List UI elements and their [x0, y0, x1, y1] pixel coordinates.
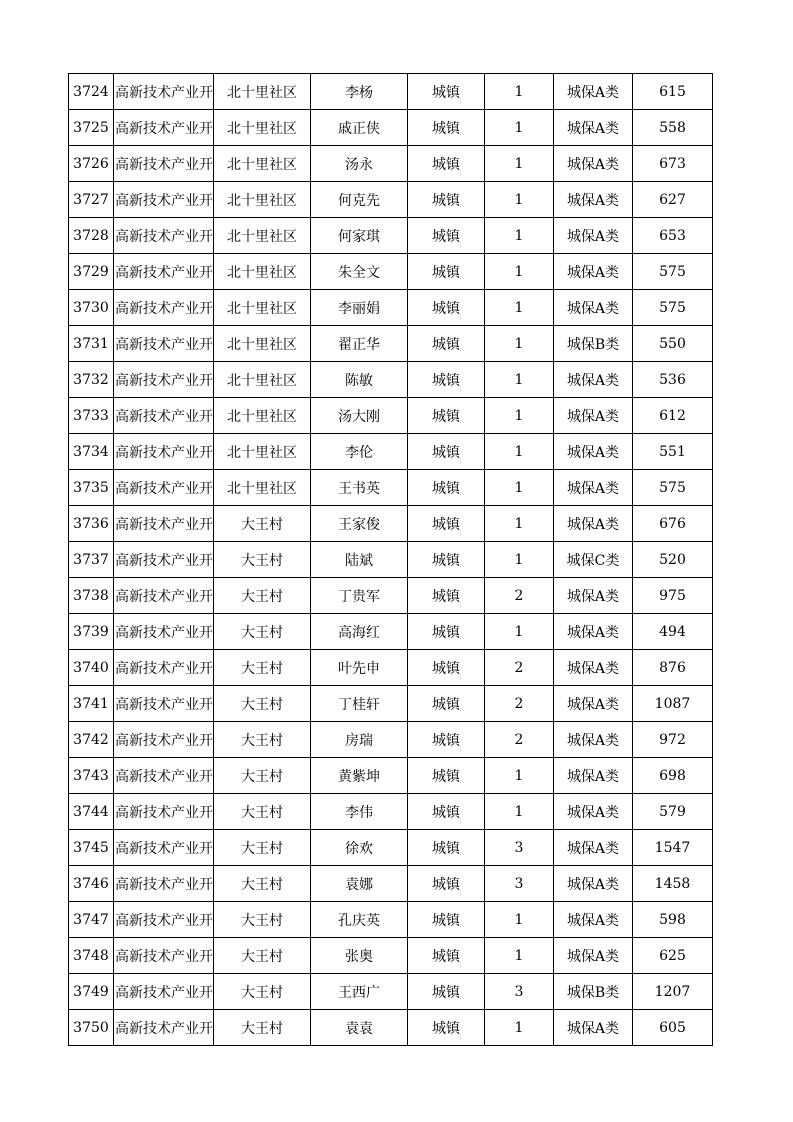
table-row [69, 254, 713, 290]
name-cell: 翟正华 [311, 326, 408, 362]
table-row [69, 830, 713, 866]
community-cell: 北十里社区 [214, 110, 311, 146]
district-cell: 高新技术产业开 [114, 1010, 214, 1046]
household-type-cell: 城镇 [408, 614, 485, 650]
household-type-cell: 城镇 [408, 974, 485, 1010]
district-cell: 高新技术产业开 [114, 542, 214, 578]
category-cell: 城保A类 [554, 650, 633, 686]
community-cell: 大王村 [214, 506, 311, 542]
community-cell: 大王村 [214, 938, 311, 974]
row-id-cell: 3728 [69, 218, 114, 254]
household-type-cell: 城镇 [408, 902, 485, 938]
name-cell: 李丽娟 [311, 290, 408, 326]
district-cell: 高新技术产业开 [114, 146, 214, 182]
household-type-cell: 城镇 [408, 110, 485, 146]
table-row [69, 182, 713, 218]
amount-cell: 551 [633, 434, 713, 470]
community-cell: 北十里社区 [214, 74, 311, 110]
community-cell: 大王村 [214, 866, 311, 902]
name-cell: 叶先申 [311, 650, 408, 686]
district-cell: 高新技术产业开 [114, 758, 214, 794]
table-row [69, 938, 713, 974]
row-id-cell: 3725 [69, 110, 114, 146]
row-id-cell: 3729 [69, 254, 114, 290]
person-count-cell: 2 [485, 650, 554, 686]
household-type-cell: 城镇 [408, 542, 485, 578]
community-cell: 大王村 [214, 758, 311, 794]
table-row [69, 146, 713, 182]
community-cell: 北十里社区 [214, 362, 311, 398]
district-cell: 高新技术产业开 [114, 254, 214, 290]
table-row [69, 326, 713, 362]
table-row [69, 902, 713, 938]
person-count-cell: 1 [485, 254, 554, 290]
category-cell: 城保A类 [554, 470, 633, 506]
district-cell: 高新技术产业开 [114, 974, 214, 1010]
household-type-cell: 城镇 [408, 398, 485, 434]
row-id-cell: 3741 [69, 686, 114, 722]
table-row [69, 434, 713, 470]
district-cell: 高新技术产业开 [114, 578, 214, 614]
community-cell: 北十里社区 [214, 182, 311, 218]
amount-cell: 550 [633, 326, 713, 362]
community-cell: 大王村 [214, 542, 311, 578]
row-id-cell: 3745 [69, 830, 114, 866]
name-cell: 高海红 [311, 614, 408, 650]
table-row [69, 470, 713, 506]
person-count-cell: 2 [485, 578, 554, 614]
district-cell: 高新技术产业开 [114, 686, 214, 722]
person-count-cell: 3 [485, 974, 554, 1010]
table-row [69, 506, 713, 542]
person-count-cell: 1 [485, 938, 554, 974]
community-cell: 大王村 [214, 722, 311, 758]
row-id-cell: 3743 [69, 758, 114, 794]
name-cell: 陆斌 [311, 542, 408, 578]
category-cell: 城保A类 [554, 506, 633, 542]
table-row [69, 74, 713, 110]
name-cell: 何家琪 [311, 218, 408, 254]
category-cell: 城保A类 [554, 614, 633, 650]
row-id-cell: 3731 [69, 326, 114, 362]
row-id-cell: 3735 [69, 470, 114, 506]
amount-cell: 536 [633, 362, 713, 398]
person-count-cell: 1 [485, 758, 554, 794]
category-cell: 城保A类 [554, 1010, 633, 1046]
data-table [68, 73, 713, 1046]
table-row [69, 362, 713, 398]
person-count-cell: 1 [485, 398, 554, 434]
table-row [69, 794, 713, 830]
amount-cell: 972 [633, 722, 713, 758]
community-cell: 北十里社区 [214, 470, 311, 506]
table-row [69, 866, 713, 902]
person-count-cell: 1 [485, 146, 554, 182]
person-count-cell: 2 [485, 686, 554, 722]
amount-cell: 605 [633, 1010, 713, 1046]
district-cell: 高新技术产业开 [114, 182, 214, 218]
person-count-cell: 2 [485, 722, 554, 758]
person-count-cell: 3 [485, 830, 554, 866]
person-count-cell: 1 [485, 218, 554, 254]
amount-cell: 975 [633, 578, 713, 614]
district-cell: 高新技术产业开 [114, 866, 214, 902]
household-type-cell: 城镇 [408, 362, 485, 398]
amount-cell: 676 [633, 506, 713, 542]
name-cell: 房瑞 [311, 722, 408, 758]
amount-cell: 698 [633, 758, 713, 794]
household-type-cell: 城镇 [408, 758, 485, 794]
community-cell: 大王村 [214, 830, 311, 866]
row-id-cell: 3733 [69, 398, 114, 434]
community-cell: 北十里社区 [214, 398, 311, 434]
amount-cell: 598 [633, 902, 713, 938]
category-cell: 城保A类 [554, 758, 633, 794]
person-count-cell: 1 [485, 794, 554, 830]
amount-cell: 575 [633, 290, 713, 326]
name-cell: 袁娜 [311, 866, 408, 902]
row-id-cell: 3749 [69, 974, 114, 1010]
name-cell: 孔庆英 [311, 902, 408, 938]
amount-cell: 1207 [633, 974, 713, 1010]
amount-cell: 673 [633, 146, 713, 182]
category-cell: 城保A类 [554, 146, 633, 182]
amount-cell: 575 [633, 254, 713, 290]
household-type-cell: 城镇 [408, 830, 485, 866]
name-cell: 张奥 [311, 938, 408, 974]
person-count-cell: 1 [485, 506, 554, 542]
district-cell: 高新技术产业开 [114, 74, 214, 110]
amount-cell: 494 [633, 614, 713, 650]
category-cell: 城保A类 [554, 794, 633, 830]
row-id-cell: 3724 [69, 74, 114, 110]
household-type-cell: 城镇 [408, 74, 485, 110]
district-cell: 高新技术产业开 [114, 650, 214, 686]
category-cell: 城保A类 [554, 938, 633, 974]
household-type-cell: 城镇 [408, 254, 485, 290]
table-row [69, 614, 713, 650]
row-id-cell: 3748 [69, 938, 114, 974]
category-cell: 城保A类 [554, 722, 633, 758]
category-cell: 城保A类 [554, 398, 633, 434]
category-cell: 城保B类 [554, 974, 633, 1010]
person-count-cell: 1 [485, 434, 554, 470]
category-cell: 城保B类 [554, 326, 633, 362]
row-id-cell: 3750 [69, 1010, 114, 1046]
community-cell: 大王村 [214, 578, 311, 614]
community-cell: 大王村 [214, 1010, 311, 1046]
district-cell: 高新技术产业开 [114, 326, 214, 362]
household-type-cell: 城镇 [408, 182, 485, 218]
name-cell: 徐欢 [311, 830, 408, 866]
table-body [69, 74, 713, 1046]
name-cell: 王家俊 [311, 506, 408, 542]
table-row [69, 290, 713, 326]
row-id-cell: 3732 [69, 362, 114, 398]
category-cell: 城保A类 [554, 362, 633, 398]
amount-cell: 625 [633, 938, 713, 974]
row-id-cell: 3740 [69, 650, 114, 686]
community-cell: 大王村 [214, 614, 311, 650]
name-cell: 李杨 [311, 74, 408, 110]
category-cell: 城保A类 [554, 182, 633, 218]
category-cell: 城保A类 [554, 254, 633, 290]
row-id-cell: 3730 [69, 290, 114, 326]
table-row [69, 686, 713, 722]
name-cell: 戚正侠 [311, 110, 408, 146]
community-cell: 北十里社区 [214, 290, 311, 326]
community-cell: 北十里社区 [214, 434, 311, 470]
district-cell: 高新技术产业开 [114, 218, 214, 254]
table-row [69, 974, 713, 1010]
table-row [69, 542, 713, 578]
household-type-cell: 城镇 [408, 794, 485, 830]
category-cell: 城保A类 [554, 290, 633, 326]
amount-cell: 615 [633, 74, 713, 110]
household-type-cell: 城镇 [408, 938, 485, 974]
row-id-cell: 3739 [69, 614, 114, 650]
community-cell: 大王村 [214, 794, 311, 830]
category-cell: 城保A类 [554, 218, 633, 254]
district-cell: 高新技术产业开 [114, 794, 214, 830]
district-cell: 高新技术产业开 [114, 722, 214, 758]
district-cell: 高新技术产业开 [114, 398, 214, 434]
amount-cell: 1547 [633, 830, 713, 866]
district-cell: 高新技术产业开 [114, 830, 214, 866]
row-id-cell: 3742 [69, 722, 114, 758]
district-cell: 高新技术产业开 [114, 434, 214, 470]
district-cell: 高新技术产业开 [114, 506, 214, 542]
name-cell: 李伦 [311, 434, 408, 470]
person-count-cell: 1 [485, 290, 554, 326]
row-id-cell: 3744 [69, 794, 114, 830]
category-cell: 城保C类 [554, 542, 633, 578]
community-cell: 大王村 [214, 650, 311, 686]
community-cell: 北十里社区 [214, 254, 311, 290]
person-count-cell: 3 [485, 866, 554, 902]
table-row [69, 758, 713, 794]
name-cell: 王西广 [311, 974, 408, 1010]
category-cell: 城保A类 [554, 578, 633, 614]
amount-cell: 558 [633, 110, 713, 146]
household-type-cell: 城镇 [408, 722, 485, 758]
household-type-cell: 城镇 [408, 1010, 485, 1046]
household-type-cell: 城镇 [408, 290, 485, 326]
community-cell: 大王村 [214, 686, 311, 722]
household-type-cell: 城镇 [408, 686, 485, 722]
household-type-cell: 城镇 [408, 866, 485, 902]
row-id-cell: 3746 [69, 866, 114, 902]
name-cell: 丁贵军 [311, 578, 408, 614]
household-type-cell: 城镇 [408, 578, 485, 614]
name-cell: 汤永 [311, 146, 408, 182]
person-count-cell: 1 [485, 74, 554, 110]
category-cell: 城保A类 [554, 110, 633, 146]
community-cell: 北十里社区 [214, 146, 311, 182]
person-count-cell: 1 [485, 542, 554, 578]
name-cell: 王书英 [311, 470, 408, 506]
table-row [69, 578, 713, 614]
person-count-cell: 1 [485, 182, 554, 218]
person-count-cell: 1 [485, 614, 554, 650]
name-cell: 汤大刚 [311, 398, 408, 434]
name-cell: 朱全文 [311, 254, 408, 290]
amount-cell: 876 [633, 650, 713, 686]
household-type-cell: 城镇 [408, 470, 485, 506]
household-type-cell: 城镇 [408, 434, 485, 470]
row-id-cell: 3738 [69, 578, 114, 614]
name-cell: 丁桂轩 [311, 686, 408, 722]
household-type-cell: 城镇 [408, 218, 485, 254]
household-type-cell: 城镇 [408, 506, 485, 542]
community-cell: 大王村 [214, 974, 311, 1010]
row-id-cell: 3736 [69, 506, 114, 542]
amount-cell: 520 [633, 542, 713, 578]
amount-cell: 1087 [633, 686, 713, 722]
category-cell: 城保A类 [554, 830, 633, 866]
community-cell: 大王村 [214, 902, 311, 938]
district-cell: 高新技术产业开 [114, 470, 214, 506]
person-count-cell: 1 [485, 470, 554, 506]
person-count-cell: 1 [485, 110, 554, 146]
district-cell: 高新技术产业开 [114, 614, 214, 650]
table-row [69, 1010, 713, 1046]
category-cell: 城保A类 [554, 902, 633, 938]
community-cell: 北十里社区 [214, 218, 311, 254]
name-cell: 黄紫坤 [311, 758, 408, 794]
row-id-cell: 3747 [69, 902, 114, 938]
table-row [69, 650, 713, 686]
amount-cell: 579 [633, 794, 713, 830]
amount-cell: 653 [633, 218, 713, 254]
category-cell: 城保A类 [554, 866, 633, 902]
row-id-cell: 3734 [69, 434, 114, 470]
table-row [69, 398, 713, 434]
row-id-cell: 3726 [69, 146, 114, 182]
person-count-cell: 1 [485, 362, 554, 398]
household-type-cell: 城镇 [408, 146, 485, 182]
name-cell: 何克先 [311, 182, 408, 218]
category-cell: 城保A类 [554, 74, 633, 110]
name-cell: 陈敏 [311, 362, 408, 398]
category-cell: 城保A类 [554, 434, 633, 470]
person-count-cell: 1 [485, 902, 554, 938]
amount-cell: 612 [633, 398, 713, 434]
name-cell: 袁袁 [311, 1010, 408, 1046]
amount-cell: 1458 [633, 866, 713, 902]
table-row [69, 218, 713, 254]
district-cell: 高新技术产业开 [114, 902, 214, 938]
amount-cell: 575 [633, 470, 713, 506]
community-cell: 北十里社区 [214, 326, 311, 362]
household-type-cell: 城镇 [408, 650, 485, 686]
category-cell: 城保A类 [554, 686, 633, 722]
district-cell: 高新技术产业开 [114, 938, 214, 974]
person-count-cell: 1 [485, 326, 554, 362]
table-row [69, 722, 713, 758]
district-cell: 高新技术产业开 [114, 110, 214, 146]
name-cell: 李伟 [311, 794, 408, 830]
amount-cell: 627 [633, 182, 713, 218]
table-row [69, 110, 713, 146]
household-type-cell: 城镇 [408, 326, 485, 362]
district-cell: 高新技术产业开 [114, 362, 214, 398]
district-cell: 高新技术产业开 [114, 290, 214, 326]
row-id-cell: 3727 [69, 182, 114, 218]
person-count-cell: 1 [485, 1010, 554, 1046]
row-id-cell: 3737 [69, 542, 114, 578]
